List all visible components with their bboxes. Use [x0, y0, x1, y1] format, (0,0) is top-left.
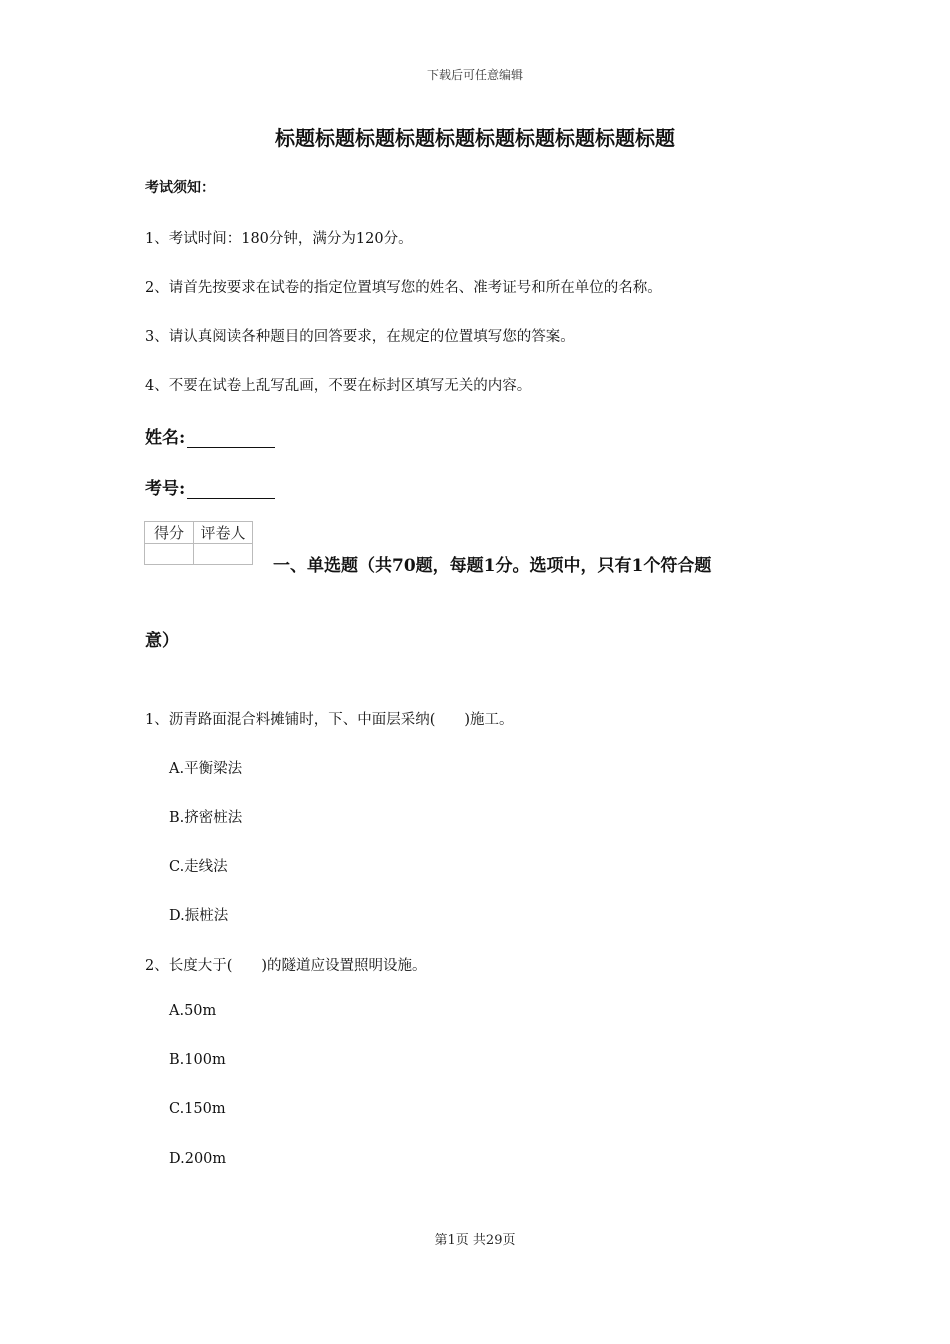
grader-header: 评卷人: [194, 522, 253, 544]
name-label: 姓名:: [145, 428, 186, 448]
score-header: 得分: [145, 522, 194, 544]
notice-item: 3、请认真阅读各种题目的回答要求，在规定的位置填写您的答案。: [145, 329, 575, 345]
name-field: [145, 423, 275, 448]
header-note: 下载后可任意编辑: [426, 68, 523, 82]
section-title: 一、单选题（共70题，每题1分。选项中，只有1个符合题: [273, 556, 712, 576]
exam-number-field: [145, 474, 275, 499]
exam-number-label: 考号:: [145, 479, 186, 499]
question-1-option-d: D.振桩法: [169, 908, 229, 924]
question-2-option-a: A.50m: [169, 1003, 217, 1019]
exam-number-blank-line[interactable]: [187, 482, 275, 499]
question-2-option-d: D.200m: [169, 1151, 227, 1167]
notice-item: 2、请首先按要求在试卷的指定位置填写您的姓名、准考证号和所在单位的名称。: [145, 280, 662, 296]
question-2-option-c: C.150m: [169, 1101, 226, 1117]
name-blank-line[interactable]: [187, 431, 275, 448]
question-1-option-a: A.平衡梁法: [169, 761, 243, 777]
grader-cell: [194, 544, 253, 565]
question-1-option-b: B.挤密桩法: [169, 810, 243, 826]
question-2-option-b: B.100m: [169, 1052, 226, 1068]
page-footer: 第1页 共29页: [434, 1233, 516, 1248]
question-1: 1、沥青路面混合料摊铺时，下、中面层采纳( )施工。: [145, 712, 514, 728]
document-title: 标题标题标题标题标题标题标题标题标题标题: [275, 126, 675, 150]
score-cell: [145, 544, 194, 565]
score-table: [144, 521, 253, 565]
notice-item: 1、考试时间：180分钟，满分为120分。: [145, 231, 413, 247]
section-title-continued: 意）: [145, 631, 179, 651]
question-2: 2、长度大于( )的隧道应设置照明设施。: [145, 958, 427, 974]
question-1-option-c: C.走线法: [169, 859, 228, 875]
notice-item: 4、不要在试卷上乱写乱画，不要在标封区填写无关的内容。: [145, 378, 532, 394]
notice-heading: 考试须知：: [145, 180, 215, 196]
